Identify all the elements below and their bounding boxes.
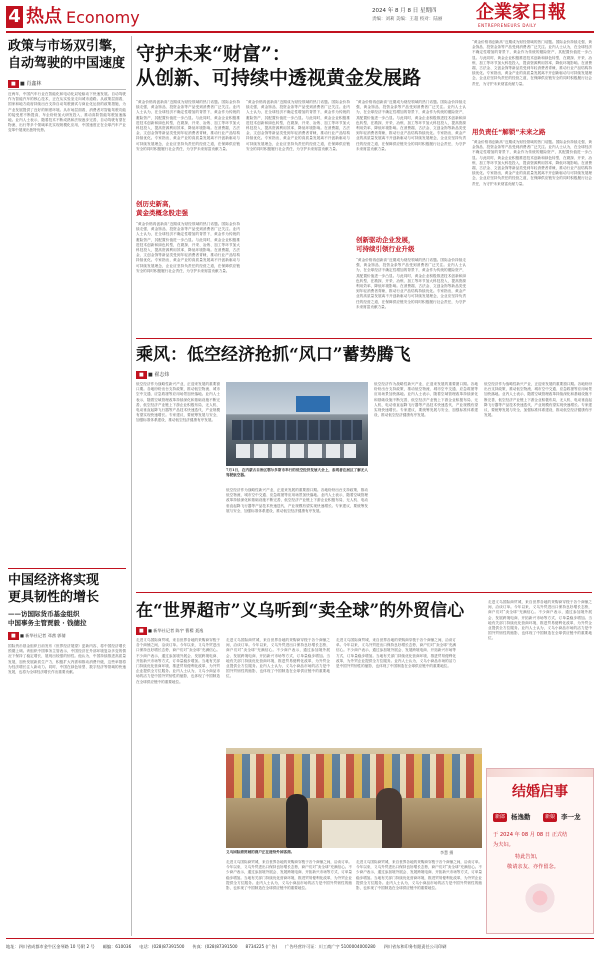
- growth-title: 中国经济将实现 更具韧性的增长: [8, 573, 100, 605]
- yiwu-photo-caption: 义乌国际商贸城的商户正在接待外国客商。: [226, 850, 295, 854]
- yiwu-title: 在“世界超市”义乌听到“卖全球”的外贸信心: [136, 601, 465, 621]
- header-rule: [6, 31, 594, 33]
- policy-title: 政策与市场双引擎， 自动驾驶的中国速度: [8, 39, 126, 71]
- footer-rule: [6, 938, 594, 939]
- yiwu-body-col2: 走进义乌国际商贸城，来自世界各地的采购商穿梭于各个商铺之间，洽谈订单。今年以来，义乌外贸进出口保持良好增长态势，商户们对“卖全球”充满信心。不少商户表示，通过参加境外展会、发展跨境电商、开拓新兴市场等方式，订单量稳步增加。当地有关部门持续优化营商环境，推进贸易便利化改革，为外贸企业提供全方位服务。业内人士认为，义乌小商品市场的活力是中国外贸韧性的缩影，也体现了中国制造在全球供应链中的重要地位。: [226, 638, 330, 679]
- wedding-bride-name: 李一龙: [561, 813, 581, 821]
- growth-author-tag: ■: [8, 632, 19, 640]
- ev-photo-caption: 7月1日，在内蒙古自治区鄂尔多斯市举行的低空经济发展大会上，参观者在展区了解无人驾驶航空器。: [226, 468, 368, 478]
- footer: [6, 941, 594, 953]
- gold-body-col3: “黄金价格再创新高”近期成为财经领域的热门话题。国际金价持续走强，黄金饰品、投资金条等产品受到消费者广泛关注。业内人士认为，在全球经济不确定性增加的背景下，黄金作为传统的避险资产，其配置价值进一步凸显。与此同时，黄金企业积极推进技术创新和绿色转型，在勘探、开采、冶炼、加工等环节加大科技投入，提高资源利用效率，降低环境影响。在消费端，古法金、文创金饰等新品类受到年轻消费者青睐，推动行业产品结构持续优化。专家指出，黄金产业的高质量发展离不开创新驱动与可持续发展理念，企业应坚持负责任的经营之道，在保障供应链安全的同时积极履行社会责任，为守护未来财富贡献力量。: [356, 100, 466, 151]
- wedding-line-1: 于 2024 年 08 月 08 日 正式结: [493, 832, 568, 838]
- footer-zip: 邮编：610036: [102, 944, 132, 949]
- wedding-groom-tag: 新郎: [495, 814, 506, 820]
- gold-body-col3b: “黄金价格再创新高”近期成为财经领域的热门话题。国际金价持续走强，黄金饰品、投资金条等产品受到消费者广泛关注。业内人士认为，在全球经济不确定性增加的背景下，黄金作为传统的避险资产，其配置价值进一步凸显。与此同时，黄金企业积极推进技术创新和绿色转型，在勘探、开采、冶炼、加工等环节加大科技投入，提高资源利用效率，降低环境影响。在消费端，古法金、文创金饰等新品类受到年轻消费者青睐，推动行业产品结构持续优化。专家指出，黄金产业的高质量发展离不开创新驱动与可持续发展理念，企业应坚持负责任的经营之道，在保障供应链安全的同时积极履行社会责任，为守护未来财富贡献力量。: [356, 258, 466, 309]
- wedding-bride-tag: 新娘: [545, 814, 556, 820]
- footer-hotline: 8734225 (广告): [245, 944, 278, 949]
- growth-body: 国际货币基金组织日前发布《世界经济展望》更新内容，将中国经济增长预期上调。该组织中国事务主管表示，中国经济在外部环境复杂多变的情况下保持了稳定增长，展现出较强的韧性。他认为，中国持续推进高质量发展，加快发展新质生产力，积极扩大内需和推动消费升级，这些举措将为经济增长注入新动力。同时，中国在绿色转型、数字经济等领域的快速发展，也将为全球经济增长作出重要贡献。: [8, 644, 126, 675]
- gold-body-col4b: “黄金价格再创新高”近期成为财经领域的热门话题。国际金价持续走强，黄金饰品、投资金条等产品受到消费者广泛关注。业内人士认为，在全球经济不确定性增加的背景下，黄金作为传统的避险资产，其配置价值进一步凸显。与此同时，黄金企业积极推进技术创新和绿色转型，在勘探、开采、冶炼、加工等环节加大科技投入，提高资源利用效率，降低环境影响。在消费端，古法金、文创金饰等新品类受到年轻消费者青睐，推动行业产品结构持续优化。专家指出，黄金产业的高质量发展离不开创新驱动与可持续发展理念，企业应坚持负责任的经营之道，在保障供应链安全的同时积极履行社会责任，为守护未来财富贡献力量。: [472, 140, 592, 186]
- left-column-divider: [131, 36, 132, 936]
- yiwu-photo-person-1: [286, 794, 308, 848]
- ev-author-tag: ■: [136, 371, 147, 379]
- yiwu-photo-credit: 李慧 摄: [440, 850, 454, 855]
- section-title-en: Economy: [66, 8, 140, 27]
- wedding-notice: [486, 768, 594, 934]
- growth-top-rule: [8, 568, 126, 569]
- wedding-ornament: [487, 769, 593, 777]
- ev-bottom-rule: [136, 592, 592, 593]
- policy-author-rule: [8, 89, 126, 90]
- growth-subtitle: ——访国际货币基金组织 中国事务主管贾毅 · 钱德拉: [8, 610, 87, 627]
- growth-author: ■ 新华社记者 邓茜 郭倩: [20, 633, 66, 638]
- policy-author: ■ 肖鑫林: [20, 81, 42, 87]
- wedding-title: 结婚启事: [512, 784, 568, 800]
- wedding-groom-name: 杨逸勤: [511, 813, 531, 821]
- wedding-line-2: 为夫妇。: [493, 842, 514, 848]
- header-weekday: 星期四: [420, 8, 437, 14]
- ev-photo-cars: [236, 444, 356, 458]
- wedding-line-4: 敬请亲友、亦作留念。: [507, 864, 559, 870]
- yiwu-photo-counter: [322, 820, 382, 848]
- yiwu-photo: [226, 748, 482, 848]
- yiwu-author-tag: ■: [136, 627, 147, 635]
- ev-photo: [226, 382, 368, 466]
- gold-body-col1b: “黄金价格再创新高”近期成为财经领域的热门话题。国际金价持续走强，黄金饰品、投资金条等产品受到消费者广泛关注。业内人士认为，在全球经济不确定性增加的背景下，黄金作为传统的避险资产，其配置价值进一步凸显。与此同时，黄金企业积极推进技术创新和绿色转型，在勘探、开采、冶炼、加工等环节加大科技投入，提高资源利用效率，降低环境影响。在消费端，古法金、文创金饰等新品类受到年轻消费者青睐，推动行业产品结构持续优化。专家指出，黄金产业的高质量发展离不开创新驱动与可持续发展理念，企业应坚持负责任的经营之道，在保障供应链安全的同时积极履行社会责任，为守护未来财富贡献力量。: [136, 222, 240, 273]
- yiwu-body-col1: 走进义乌国际商贸城，来自世界各地的采购商穿梭于各个商铺之间，洽谈订单。今年以来，义乌外贸进出口保持良好增长态势，商户们对“卖全球”充满信心。不少商户表示，通过参加境外展会、发展跨境电商、开拓新兴市场等方式，订单量稳步增加。当地有关部门持续优化营商环境，推进贸易便利化改革，为外贸企业提供全方位服务。业内人士认为，义乌小商品市场的活力是中国外贸韧性的缩影，也体现了中国制造在全球供应链中的重要地位。: [136, 638, 220, 684]
- ev-body-col1: 低空经济作为战略性新兴产业，正迎来发展的重要窗口期。各地纷纷出台支持政策，推动低空物流、城市空中交通、应急救援等应用场景加快落地。业内人士表示，随着空域管理改革持续深化和基础设施不断完善，低空经济产业链上下游企业积极布局，无人机、电动垂直起降飞行器等产品技术快速迭代，产业规模有望实现快速增长。专家建议，要统筹发展与安全，加强标准体系建设，推动低空经济健康有序发展。: [136, 382, 220, 423]
- brand-logo: 企業家日報: [476, 2, 566, 23]
- masthead: [0, 0, 600, 32]
- brand-logo-en: ENTREPRENEURS DAILY: [478, 23, 537, 28]
- ev-body-col4: 低空经济作为战略性新兴产业，正迎来发展的重要窗口期。各地纷纷出台支持政策，推动低空物流、城市空中交通、应急救援等应用场景加快落地。业内人士表示，随着空域管理改革持续深化和基础设施不断完善，低空经济产业链上下游企业积极布局，无人机、电动垂直起降飞行器等产品技术快速迭代，产业规模有望实现快速增长。专家建议，要统筹发展与安全，加强标准体系建设，推动低空经济健康有序发展。: [484, 382, 592, 418]
- ev-body-col3: 低空经济作为战略性新兴产业，正迎来发展的重要窗口期。各地纷纷出台支持政策，推动低空物流、城市空中交通、应急救援等应用场景加快落地。业内人士表示，随着空域管理改革持续深化和基础设施不断完善，低空经济产业链上下游企业积极布局，无人机、电动垂直起降飞行器等产品技术快速迭代，产业规模有望实现快速增长。专家建议，要统筹发展与安全，加强标准体系建设，推动低空经济健康有序发展。: [374, 382, 478, 418]
- ev-title: 乘风：低空经济抢抓“风口”蓄势腾飞: [136, 345, 411, 365]
- footer-license: 广告经营许可证：川工商广字 5100004000280: [285, 944, 376, 949]
- gold-bottom-rule: [136, 338, 592, 339]
- ev-body-col2: 低空经济作为战略性新兴产业，正迎来发展的重要窗口期。各地纷纷出台支持政策，推动低空物流、城市空中交通、应急救援等应用场景加快落地。业内人士表示，随着空域管理改革持续深化和基础设施不断完善，低空经济产业链上下游企业积极布局，无人机、电动垂直起降飞行器等产品技术快速迭代，产业规模有望实现快速增长。专家建议，要统筹发展与安全，加强标准体系建设，推动低空经济健康有序发展。: [226, 488, 368, 513]
- yiwu-photo-shelves: [226, 754, 482, 798]
- gold-body-col4: “黄金价格再创新高”近期成为财经领域的热门话题。国际金价持续走强，黄金饰品、投资金条等产品受到消费者广泛关注。业内人士认为，在全球经济不确定性增加的背景下，黄金作为传统的避险资产，其配置价值进一步凸显。与此同时，黄金企业积极推进技术创新和绿色转型，在勘探、开采、冶炼、加工等环节加大科技投入，提高资源利用效率，降低环境影响。在消费端，古法金、文创金饰等新品类受到年轻消费者青睐，推动行业产品结构持续优化。专家指出，黄金产业的高质量发展离不开创新驱动与可持续发展理念，企业应坚持负责任的经营之道，在保障供应链安全的同时积极履行社会责任，为守护未来财富贡献力量。: [472, 40, 592, 86]
- wedding-line-3: 特此告知，: [515, 854, 541, 860]
- yiwu-body-col2b: 走进义乌国际商贸城，来自世界各地的采购商穿梭于各个商铺之间，洽谈订单。今年以来，义乌外贸进出口保持良好增长态势，商户们对“卖全球”充满信心。不少商户表示，通过参加境外展会、发展跨境电商、开拓新兴市场等方式，订单量稳步增加。当地有关部门持续优化营商环境，推进贸易便利化改革，为外贸企业提供全方位服务。业内人士认为，义乌小商品市场的活力是中国外贸韧性的缩影，也体现了中国制造在全球供应链中的重要地位。: [226, 860, 352, 891]
- gold-title-line1: 守护未来“财富”：: [136, 43, 291, 65]
- section-title: 热点: [26, 6, 62, 27]
- yiwu-body-col4: 走进义乌国际商贸城，来自世界各地的采购商穿梭于各个商铺之间，洽谈订单。今年以来，义乌外贸进出口保持良好增长态势，商户们对“卖全球”充满信心。不少商户表示，通过参加境外展会、发展跨境电商、开拓新兴市场等方式，订单量稳步增加。当地有关部门持续优化营商环境，推进贸易便利化改革，为外贸企业提供全方位服务。业内人士认为，义乌小商品市场的活力是中国外贸韧性的缩影，也体现了中国制造在全球供应链中的重要地位。: [488, 600, 592, 641]
- header-editors: 责编：刘莉 美编：王超 校对：陆丽: [372, 17, 443, 22]
- yiwu-author: ■ 新华社记者 陈宇 曹檬 聂逸: [148, 628, 204, 633]
- ev-author: ■ 翟志炜: [148, 372, 170, 378]
- footer-address: 地址：四川省成都市金牛区金琴路 10 号附 2 号: [6, 944, 95, 949]
- gold-title-line2: 从创新、可持续中透视黄金发展路: [136, 67, 422, 89]
- gold-subhead-1: 创历史新高， 黄金类概念股走强: [136, 200, 188, 217]
- policy-body: 近两年，中国汽车行业在智能化和电动化双轮驱动下快速发展。自动驾驶作为智能汽车的核心技术，正在从实验室走向城市道路。从政策层面看，国家和地方政府持续出台支持自动驾驶测试与商业化运营的政策措施，为产业发展提供了良好的制度环境。从市场层面看，消费者对智能驾驶功能的接受度不断提高，车企纷纷加大研发投入，推动高阶智能驾驶加速落地。业内人士表示，随着技术不断成熟和法规逐步完善，自动驾驶有望在物流、出行等多个领域率先实现规模化应用，中国速度正在全球汽车产业变革中展现出独特优势。: [8, 92, 126, 133]
- wedding-flower-icon: [523, 881, 557, 915]
- footer-fax: 传真：(028)87391500: [192, 944, 238, 949]
- ev-photo-sign: [296, 396, 330, 412]
- footer-printer: 四川省东和印务有限责任公司印刷: [383, 944, 447, 949]
- gold-subhead-3: 用负责任“解锁”未来之路: [472, 128, 546, 136]
- policy-author-tag: ■: [8, 80, 19, 88]
- footer-phone: 电话：(028)87391500: [139, 944, 185, 949]
- yiwu-body-col3b: 走进义乌国际商贸城，来自世界各地的采购商穿梭于各个商铺之间，洽谈订单。今年以来，义乌外贸进出口保持良好增长态势，商户们对“卖全球”充满信心。不少商户表示，通过参加境外展会、发展跨境电商、开拓新兴市场等方式，订单量稳步增加。当地有关部门持续优化营商环境，推进贸易便利化改革，为外贸企业提供全方位服务。业内人士认为，义乌小商品市场的活力是中国外贸韧性的缩影，也体现了中国制造在全球供应链中的重要地位。: [356, 860, 482, 891]
- gold-subhead-2: 创新驱动企业发展， 可持续引领行业升级: [356, 236, 415, 253]
- yiwu-body-col3: 走进义乌国际商贸城，来自世界各地的采购商穿梭于各个商铺之间，洽谈订单。今年以来，义乌外贸进出口保持良好增长态势，商户们对“卖全球”充满信心。不少商户表示，通过参加境外展会、发展跨境电商、开拓新兴市场等方式，订单量稳步增加。当地有关部门持续优化营商环境，推进贸易便利化改革，为外贸企业提供全方位服务。业内人士认为，义乌小商品市场的活力是中国外贸韧性的缩影，也体现了中国制造在全球供应链中的重要地位。: [336, 638, 456, 669]
- ev-photo-panels: [232, 420, 362, 440]
- header-date: 2024 年 8 月 8 日: [372, 8, 419, 14]
- page-number-badge: 4: [6, 6, 23, 28]
- gold-body-col2: “黄金价格再创新高”近期成为财经领域的热门话题。国际金价持续走强，黄金饰品、投资金条等产品受到消费者广泛关注。业内人士认为，在全球经济不确定性增加的背景下，黄金作为传统的避险资产，其配置价值进一步凸显。与此同时，黄金企业积极推进技术创新和绿色转型，在勘探、开采、冶炼、加工等环节加大科技投入，提高资源利用效率，降低环境影响。在消费端，古法金、文创金饰等新品类受到年轻消费者青睐，推动行业产品结构持续优化。专家指出，黄金产业的高质量发展离不开创新驱动与可持续发展理念，企业应坚持负责任的经营之道，在保障供应链安全的同时积极履行社会责任，为守护未来财富贡献力量。: [246, 100, 350, 151]
- gold-body-col1: “黄金价格再创新高”近期成为财经领域的热门话题。国际金价持续走强，黄金饰品、投资金条等产品受到消费者广泛关注。业内人士认为，在全球经济不确定性增加的背景下，黄金作为传统的避险资产，其配置价值进一步凸显。与此同时，黄金企业积极推进技术创新和绿色转型，在勘探、开采、冶炼、加工等环节加大科技投入，提高资源利用效率，降低环境影响。在消费端，古法金、文创金饰等新品类受到年轻消费者青睐，推动行业产品结构持续优化。专家指出，黄金产业的高质量发展离不开创新驱动与可持续发展理念，企业应坚持负责任的经营之道，在保障供应链安全的同时积极履行社会责任，为守护未来财富贡献力量。: [136, 100, 240, 151]
